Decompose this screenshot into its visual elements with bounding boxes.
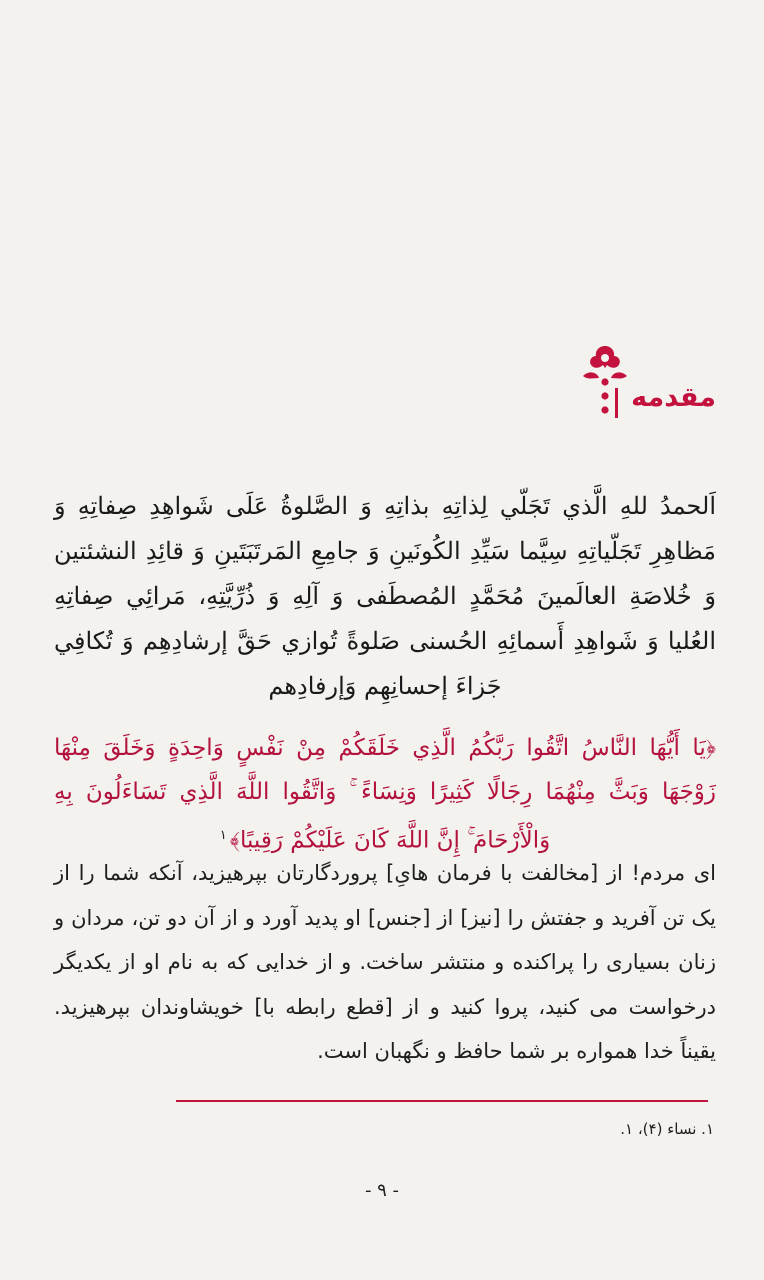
quran-verse-text: ﴿يَا أَيُّهَا النَّاسُ اتَّقُوا رَبَّكُمُ الَّذِي خَلَقَكُمْ مِنْ نَفْسٍ وَاحِدَةٍ وَخَلَقَ مِنْهَا زَوْجَهَا وَبَثَّ مِنْهُمَا رِجَالًا كَثِيرًا وَنِسَاءً ۚ وَاتَّقُوا اللَّهَ الَّذِي تَسَاءَلُونَ بِهِ وَالْأَرْحَامَ ۚ إِنَّ اللَّهَ كَانَ عَلَيْكُمْ رَقِيبًا﴾ xyxy=(54,735,716,854)
footnote-divider xyxy=(176,1100,708,1102)
page-number: - ۹ - xyxy=(364,1180,400,1201)
flower-ornament-icon xyxy=(579,342,631,426)
section-heading xyxy=(571,342,716,426)
arabic-introduction: اَلحمدُ للهِ الَّذي تَجَلّي لِذاتِهِ بذاتِهِ وَ الصَّلوةُ عَلَى شَواهِدِ صِفاتِهِ وَ مَظاهِرِ تَجَلّياتِهِ سِيَّما سَيِّدِ الكُونَينِ وَ جامِعِ المَرتَبَتَينِ وَ قائِدِ النشئتين وَ خُلاصَةِ العالَمينَ مُحَمَّدٍ المُصطَفى وَ آلِهِ وَ ذُرِّيَّتِهِ، مَرائِي صِفاتِهِ العُليا وَ شَواهِدِ أَسمائِهِ الحُسنى صَلوةً تُوازي حَقَّ إرشادِهِم وَ تُكافِي جَزاءَ إحسانِهِم وَإرفادِهم xyxy=(54,492,716,700)
footnote: ۱. نساء (۴)، ۱. xyxy=(620,1120,714,1138)
quran-verse xyxy=(54,726,716,863)
persian-translation: ای مردم! از [مخالفت با فرمان هایِ] پروردگارتان بپرهیزید، آنکه شما را از یک تن آفرید و جفتش را [نیز] از [جنس] او پدید آورد و از آن دو تن، مردان و زنان بسیاری را پراکنده و منتشر ساخت. و از خدایی که به نام او از یکدیگر درخواست می کنید، پروا کنید و از [قطع رابطه با] خویشاوندان بپرهیزید. یقیناً خدا همواره بر شما حافظ و نگهبان است. xyxy=(54,861,716,1063)
page-title: مقدمه xyxy=(631,381,716,413)
footnote-marker: ۱ xyxy=(219,828,227,843)
